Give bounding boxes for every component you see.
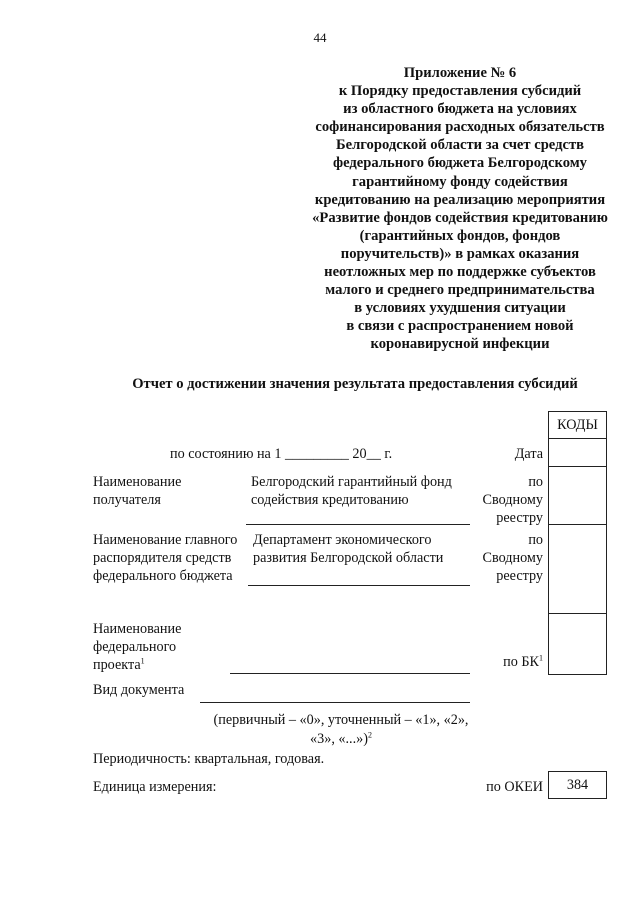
document-type-hint-line: «3», «...»)$^2$: [310, 730, 372, 747]
manager-code-label: [460, 531, 543, 585]
manager-underline: [248, 585, 470, 586]
footnote-marker: 2: [367, 730, 372, 740]
codes-header-cell: [548, 411, 607, 439]
document-type-hint-line: (первичный – «0», уточненный – «1», «2»,: [213, 712, 469, 728]
document-type-underline: [200, 702, 470, 703]
recipient-label-line: получателя: [93, 492, 161, 508]
appendix-line: к Порядку предоставления субсидий: [338, 83, 582, 100]
as-of-date: по состоянию на 1 _________ 20__ г.: [170, 446, 393, 462]
footnote-marker: 1: [140, 656, 145, 666]
recipient-label: [93, 473, 181, 509]
appendix-header: [270, 64, 640, 354]
recipient-value-line: Белгородский гарантийный фонд: [251, 474, 452, 490]
appendix-line: «Развитие фондов содействия кредитованию: [312, 209, 608, 226]
federal-project-label-line: Наименование: [93, 621, 182, 637]
appendix-line: в условиях ухудшения ситуации: [354, 300, 566, 317]
manager-label-line: федерального бюджета: [93, 568, 233, 584]
appendix-line: малого и среднего предпринимательства: [325, 282, 595, 299]
manager-code-cell: [548, 524, 607, 614]
appendix-line: неотложных мер по поддержке субъектов: [324, 264, 596, 281]
bk-code-cell: [548, 613, 607, 675]
periodicity: Периодичность: квартальная, годовая.: [93, 751, 325, 767]
footnote-marker: 1: [539, 653, 543, 663]
appendix-line: поручительств)» в рамках оказания: [340, 245, 580, 262]
appendix-line: коронавирусной инфекции: [370, 336, 550, 353]
manager-value-line: Департамент экономического: [253, 532, 432, 548]
manager-value: [253, 531, 443, 567]
appendix-line: гарантийному фонду содействия: [352, 173, 568, 190]
code-label-line: по: [528, 474, 543, 490]
appendix-line: Белгородской области за счет средств: [335, 137, 585, 154]
codes-header-label: КОДЫ: [557, 417, 598, 433]
recipient-value-line: содействия кредитованию: [251, 492, 409, 508]
page-number: 44: [313, 30, 327, 45]
unit-label: Единица измерения:: [93, 779, 217, 795]
federal-project-label: [93, 620, 181, 674]
code-label-line: Сводному: [482, 550, 543, 566]
code-label-line: Сводному: [482, 492, 543, 508]
document-type-label: Вид документа: [93, 682, 185, 698]
appendix-line: (гарантийных фондов, фондов: [359, 227, 561, 244]
appendix-line: кредитованию на реализацию мероприятия: [314, 191, 606, 208]
appendix-line: Приложение № 6: [403, 65, 517, 81]
manager-label: [93, 531, 237, 585]
date-code-cell: [548, 438, 607, 467]
date-label: Дата: [514, 446, 543, 462]
manager-label-line: распорядителя средств: [93, 550, 232, 566]
appendix-line: из областного бюджета на условиях: [343, 101, 577, 118]
federal-project-underline: [230, 673, 470, 674]
appendix-line: в связи с распространением новой: [346, 318, 574, 335]
federal-project-label-line: федерального: [93, 639, 177, 655]
recipient-value: [251, 473, 452, 509]
code-label-line: реестру: [496, 510, 543, 526]
recipient-code-label: [460, 473, 543, 527]
appendix-line: федерального бюджета Белгородскому: [333, 155, 587, 172]
document-type-hint: [205, 711, 477, 749]
okei-code-value: 384: [566, 777, 589, 793]
recipient-code-cell: [548, 466, 607, 525]
federal-project-label-line: проекта$^1$: [93, 656, 145, 673]
report-title: Отчет о достижении значения результата предоставления субсидий: [132, 376, 578, 392]
bk-code-label: по $БК^1$: [503, 653, 543, 670]
recipient-underline: [246, 524, 470, 525]
code-label-line: реестру: [496, 568, 543, 584]
okei-code-label: по ОКЕИ: [486, 779, 543, 795]
okei-code-cell: [548, 771, 607, 799]
manager-label-line: Наименование главного: [93, 532, 238, 548]
recipient-label-line: Наименование: [93, 474, 182, 490]
code-label-line: по: [528, 532, 543, 548]
manager-value-line: развития Белгородской области: [253, 550, 444, 566]
appendix-line: софинансирования расходных обязательств: [315, 119, 605, 136]
